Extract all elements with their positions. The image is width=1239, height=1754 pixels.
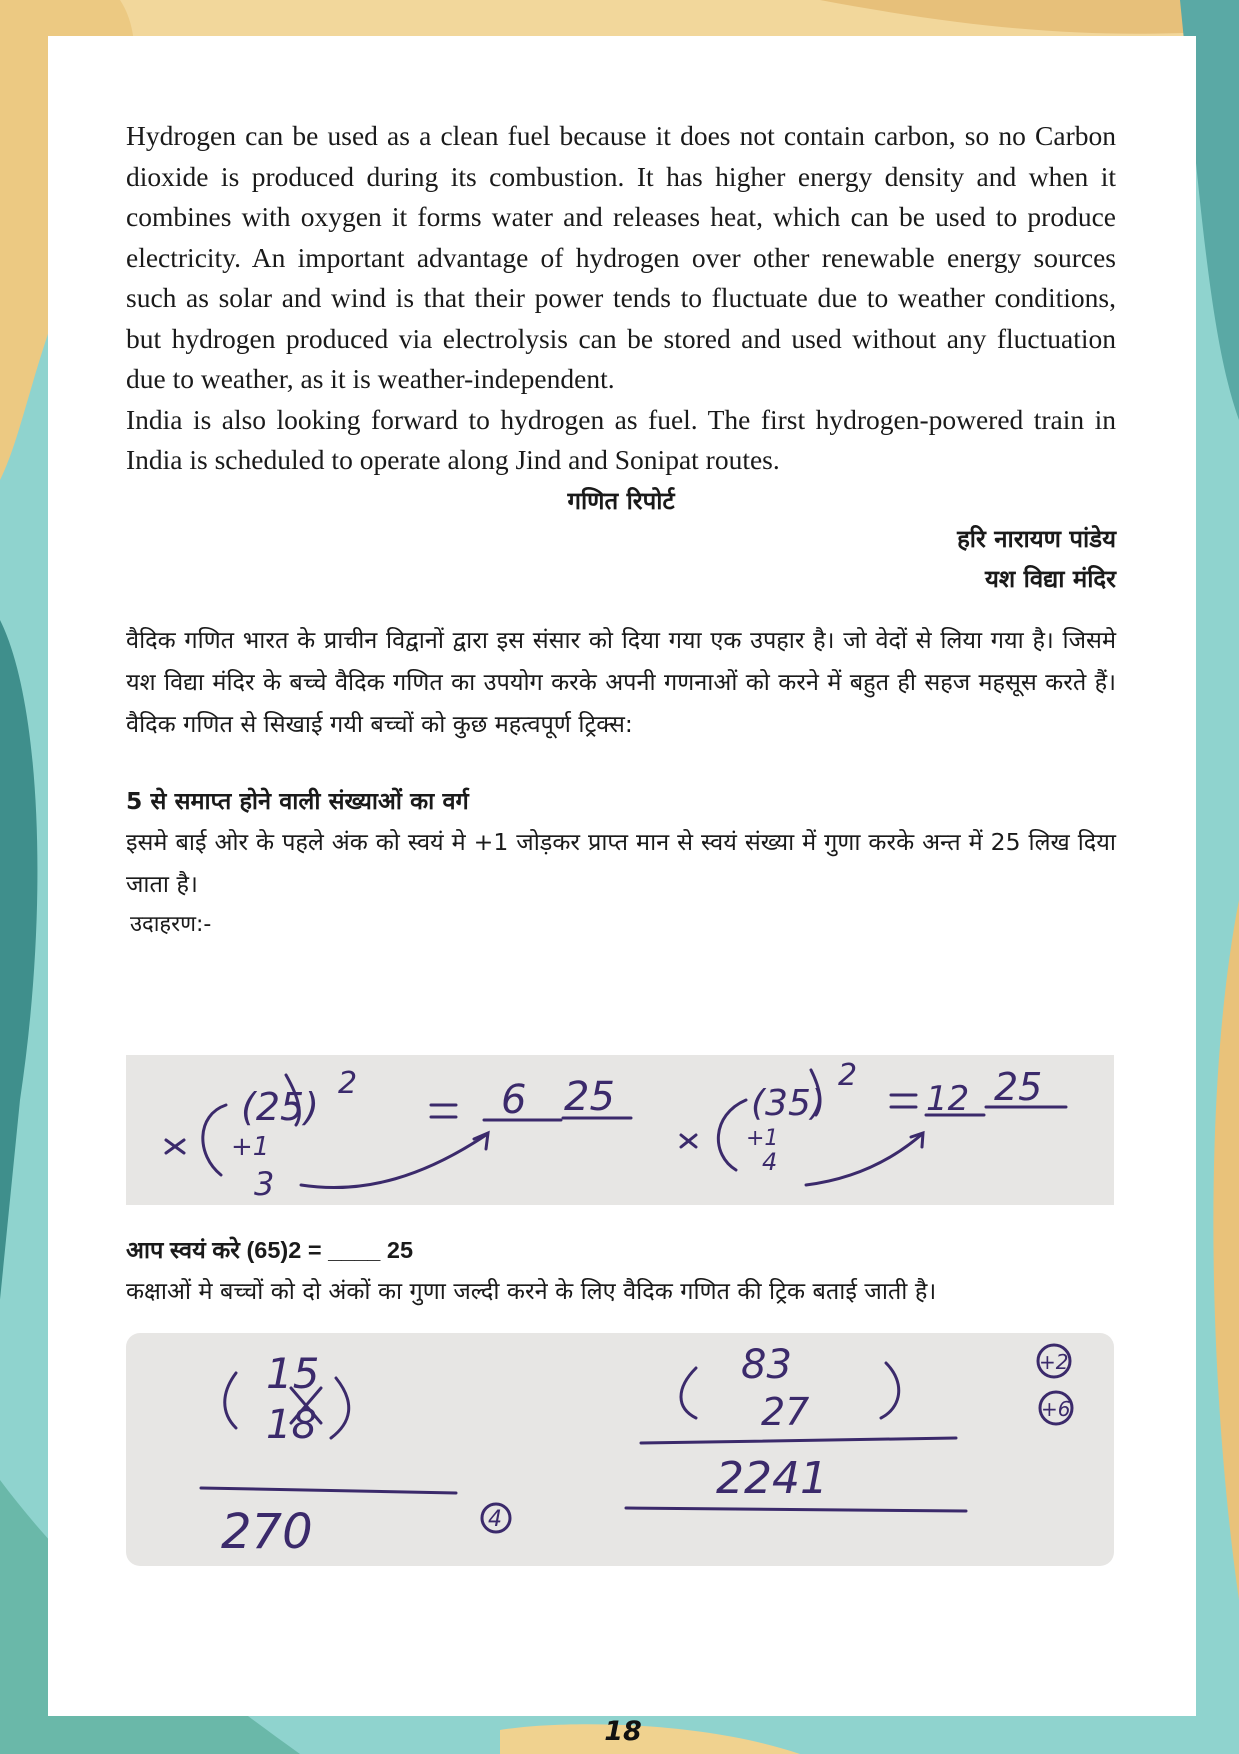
report-title: गणित रिपोर्ट [567, 486, 675, 515]
p1-right-base: (35) [751, 1083, 825, 1124]
school-name: यश विद्या मंदिर [985, 564, 1116, 593]
exercise-text: आप स्वयं करे (65)2 = ____ 25 [126, 1237, 414, 1263]
handwritten-squares-photo [126, 1055, 1114, 1205]
exercise-block [126, 1230, 1116, 1312]
author-name: हरि नारायण पांडेय [957, 524, 1116, 553]
p2-left-carry: 4 [488, 1507, 502, 1532]
p2-left-result: 270 [221, 1504, 313, 1560]
multiply-text: कक्षाओं मे बच्चों को दो अंकों का गुणा जल्दी करने के लिए वैदिक गणित की ट्रिक बताई जाती है। [126, 1277, 937, 1305]
p2-right-carry-a: +2 [1039, 1350, 1069, 1374]
p2-left-bottom: 18 [266, 1402, 317, 1448]
handwritten-multiplication-photo [126, 1333, 1114, 1566]
section-text: इसमे बाई ओर के पहले अंक को स्वयं मे +1 जोड़कर प्राप्त मान से स्वयं संख्या में गुणा करके अन्त में 25 लिख दिया जाता है। [126, 827, 1116, 898]
p2-left-top: 15 [266, 1349, 320, 1398]
p1-left-exp: 2 [338, 1066, 358, 1101]
india-hydrogen-paragraph: India is also looking forward to hydrogen as fuel. The first hydrogen-powered train in India is scheduled to operate along Jind and Sonipat routes. [126, 403, 1116, 475]
page-content [126, 116, 1116, 945]
p1-left-result-b: 25 [564, 1074, 615, 1120]
p2-right-top: 83 [741, 1342, 792, 1388]
section-heading: 5 से समाप्त होने वाली संख्याओं का वर्ग [126, 786, 469, 815]
p1-right-result-b: 25 [994, 1065, 1043, 1109]
p1-right-result-a: 12 [926, 1079, 970, 1119]
p1-left-base: (25) [241, 1085, 320, 1129]
p1-right-next: 4 [762, 1148, 778, 1176]
hydrogen-paragraph: Hydrogen can be used as a clean fuel because it does not contain carbon, so no Carbon dioxide is produced during its combustion. It has higher energy density and when it combines with oxygen it forms water and releases heat, which can be used to produce electricity. An important advantage of hydrogen over other renewable energy sources such as solar and wind is that their power tends to fluctuate due to weather conditions, but hydrogen produced via electrolysis can be stored and used without any fluctuation due to weather, as it is weather-independent. [126, 120, 1116, 394]
p2-right-bottom: 27 [761, 1390, 810, 1434]
example-label: उदाहरण:- [130, 911, 212, 937]
p2-right-carry-b: +6 [1041, 1397, 1071, 1421]
p1-right-exp: 2 [838, 1058, 858, 1093]
p2-right-result: 2241 [716, 1453, 828, 1504]
p1-left-result-a: 6 [501, 1077, 527, 1123]
page-number: 18 [604, 1716, 642, 1747]
p1-right-plus: +1 [746, 1126, 779, 1151]
p1-left-plus: +1 [231, 1132, 270, 1162]
intro-paragraph: वैदिक गणित भारत के प्राचीन विद्वानों द्वारा इस संसार को दिया गया एक उपहार है। जो वेदों से लिया गया है। जिसमे यश विद्या मंदिर के बच्चे वैदिक गणित का उपयोग करके अपनी गणनाओं को करने में बहुत ही सहज महसूस करते हैं। वैदिक गणित से सिखाई गयी बच्चों को कुछ महत्वपूर्ण ट्रिक्स: [126, 625, 1116, 738]
p1-left-next: 3 [254, 1165, 275, 1203]
